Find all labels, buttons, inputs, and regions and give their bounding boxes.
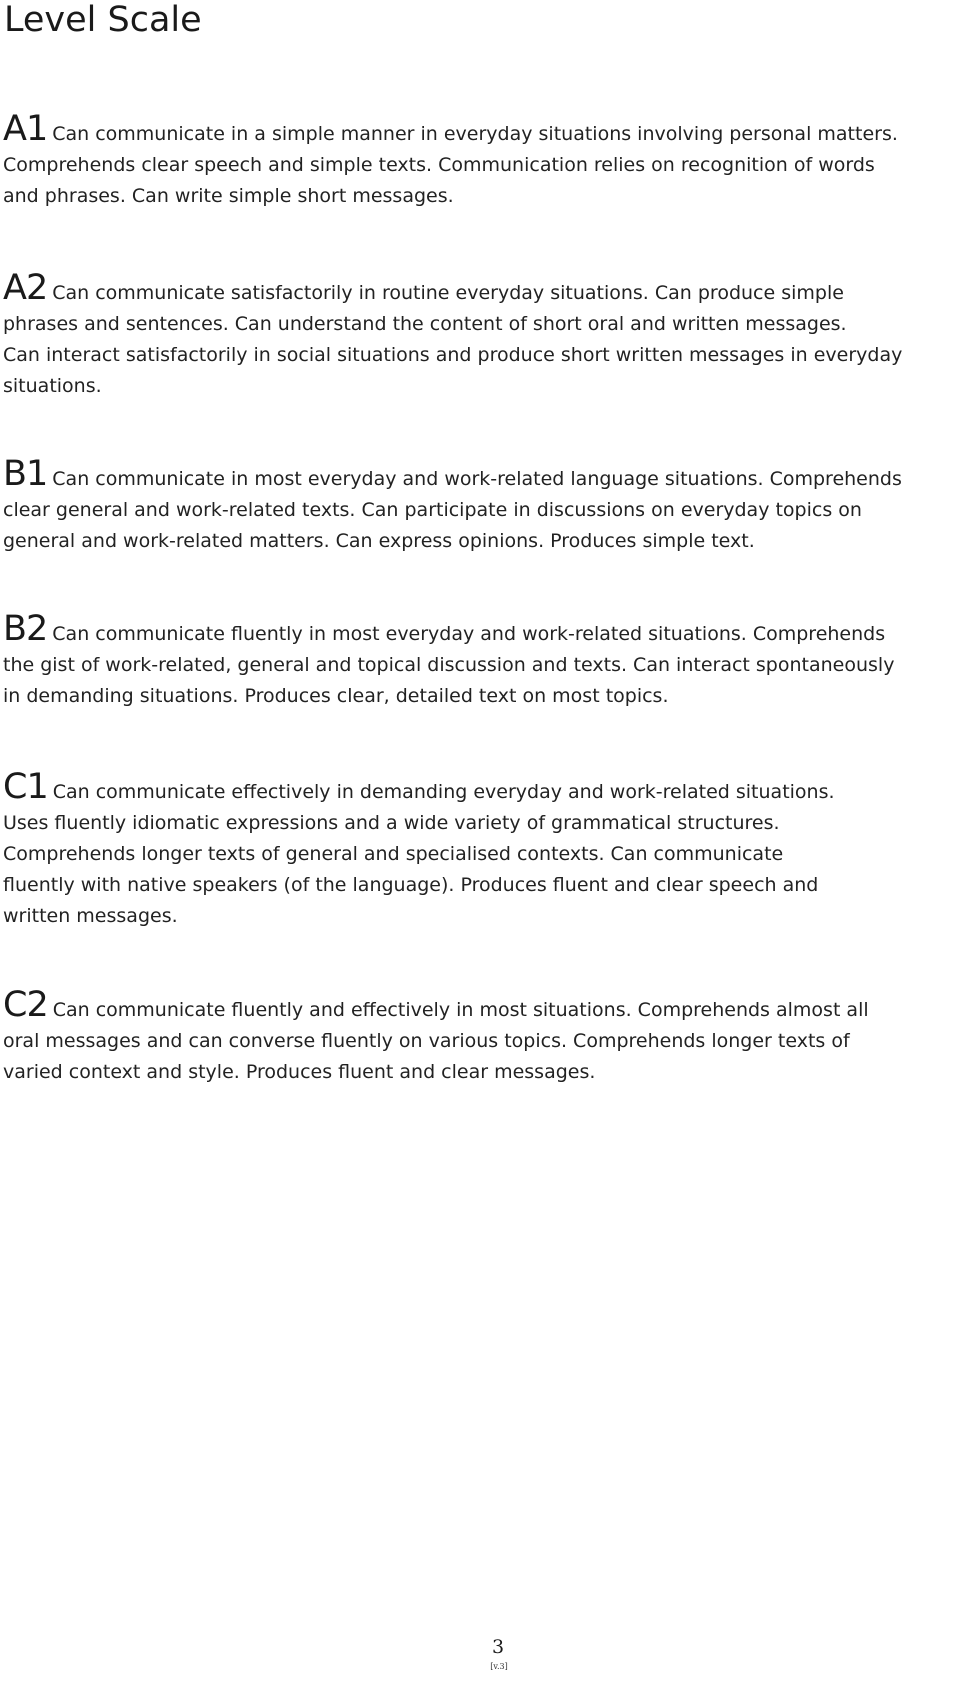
level-a2-line-1: Can communicate satisfactorily in routine everyday situations. Can produce simple: [52, 282, 844, 304]
level-code-a1: A1: [3, 109, 48, 149]
level-a1-line-1: Can communicate in a simple manner in everyday situations involving personal matters.: [52, 123, 898, 145]
level-a1-line-3: and phrases. Can write simple short messages.: [3, 185, 454, 207]
level-a2-line-4: situations.: [3, 375, 102, 397]
level-b1-line-1: Can communicate in most everyday and work-related language situations. Comprehends: [52, 468, 902, 490]
level-c1-description: [3, 767, 958, 932]
level-a2-description: [3, 268, 958, 402]
level-b1-line-3: general and work-related matters. Can express opinions. Produces simple text.: [3, 530, 755, 552]
level-c1-line-1: Can communicate effectively in demanding everyday and work-related situations.: [52, 781, 835, 803]
level-a2-line-2: phrases and sentences. Can understand the content of short oral and written messages.: [3, 313, 847, 335]
level-c2-line-1: Can communicate fluently and effectively in most situations. Comprehends almost all: [52, 999, 869, 1021]
level-c2-description: [3, 985, 958, 1088]
level-c2-line-3: varied context and style. Produces fluent and clear messages.: [3, 1061, 596, 1083]
level-code-b1: B1: [3, 454, 48, 494]
version-tag: [v.3]: [490, 1662, 508, 1671]
level-a1-line-2: Comprehends clear speech and simple texts. Communication relies on recognition of words: [3, 154, 875, 176]
level-b2-description: [3, 609, 958, 712]
level-c1-line-2: Uses fluently idiomatic expressions and a wide variety of grammatical structures.: [3, 812, 780, 834]
page-number: 3: [491, 1636, 505, 1658]
level-code-b2: B2: [3, 609, 48, 649]
page-title: Level Scale: [4, 0, 202, 40]
level-code-c2: C2: [3, 985, 48, 1025]
level-b2-line-3: in demanding situations. Produces clear, detailed text on most topics.: [3, 685, 669, 707]
level-b1-description: [3, 454, 958, 557]
level-c1-line-5: written messages.: [3, 905, 178, 927]
level-c1-line-4: fluently with native speakers (of the language). Produces fluent and clear speech and: [3, 874, 819, 896]
level-a2-line-3: Can interact satisfactorily in social situations and produce short written messages in everyday: [3, 344, 903, 366]
level-a1-description: [3, 109, 958, 212]
level-code-c1: C1: [3, 767, 48, 807]
level-b1-line-2: clear general and work-related texts. Can participate in discussions on everyday topics on: [3, 499, 862, 521]
level-b2-line-1: Can communicate fluently in most everyday and work-related situations. Comprehends: [52, 623, 886, 645]
level-c1-line-3: Comprehends longer texts of general and specialised contexts. Can communicate: [3, 843, 784, 865]
level-c2-line-2: oral messages and can converse fluently on various topics. Comprehends longer texts of: [3, 1030, 850, 1052]
level-b2-line-2: the gist of work-related, general and topical discussion and texts. Can interact spontaneously: [3, 654, 895, 676]
level-code-a2: A2: [3, 268, 48, 308]
